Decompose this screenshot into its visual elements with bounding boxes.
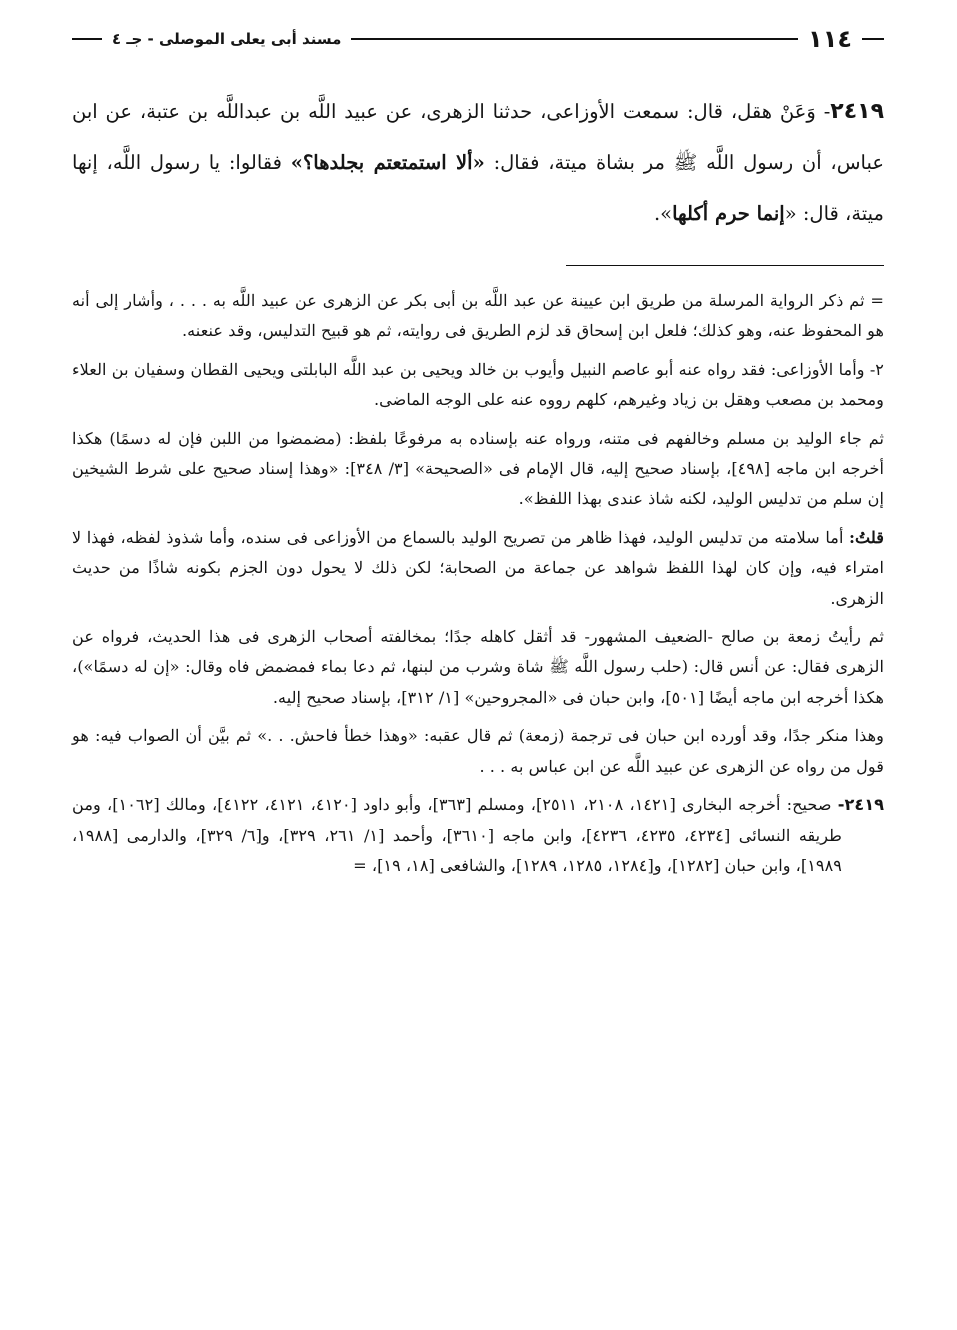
hadith-text-part-2: فقالوا: يا رسول اللَّه، إنها ميتة، قال: « (72, 151, 884, 225)
footnote-paragraph-7 (72, 790, 884, 881)
hadith-text-part-3: ». (653, 202, 673, 225)
page-header (72, 18, 884, 60)
footnotes (72, 286, 884, 881)
page (72, 18, 884, 889)
footnote-paragraph-5: ثم رأيتُ زمعة بن صالح -الضعيف المشهور- قد أثقل كاهله جدًا؛ بمخالفته أصحاب الزهرى فى هذا الحديث، فرواه عن الزهرى فقال: عن أنس قال: (حلب رسول اللَّه ﷺ شاة وشرب من لبنها، ثم دعا بماء فمضمض فاه وقال: «إن له دسمًا»)، هكذا أخرجه ابن ماجه أيضًا [٥٠١]، وابن حبان فى «المجروحين» [١/ ٣١٢]، بإسناد صحيح إليه. (72, 627, 884, 707)
header-rule-right (862, 38, 884, 40)
prophet-quote-2: إنما حرم أكلها (672, 202, 785, 225)
hadith-text-part-1: - وَعَنْ هقل، قال: سمعت الأوزاعى، حدثنا الزهرى، عن عبيد اللَّه بن عبداللَّه بن عتبة، عن ابن عباس، أن رسول اللَّه ﷺ مر بشاة ميتة، فقال: (72, 100, 884, 174)
hadith-number: ٢٤١٩ (830, 99, 884, 124)
footnote-paragraph-7-body: صحيح: أخرجه البخارى [١٤٢١، ٢١٠٨، ٢٥١١]، ومسلم [٣٦٣]، وأبو داود [٤١٢٠، ٤١٢١، ٤١٢٢]، ومالك [١٠٦٢]، ومن طريقه النسائى [٤٢٣٤، ٤٢٣٥، ٤٢٣٦]، وابن ماجه [٣٦١٠]، وأحمد [١/ ٢٦١، ٣٢٩]، و[٦/ ٣٢٩]، والدارمى [١٩٨٨، ١٩٨٩]، وابن حبان [١٢٨٢]، و[١٢٨٤، ١٢٨٥، ١٢٨٩]، والشافعى [١٨، ١٩]، = (72, 795, 843, 875)
footnote-paragraph-4 (72, 523, 884, 614)
page-number: ١١٤ (808, 25, 852, 53)
hadith-text (72, 86, 884, 239)
header-rule-middle (351, 38, 798, 40)
prophet-quote-1: «ألا استمتعتم بجلدها؟» (290, 151, 485, 174)
header-rule-left (72, 38, 102, 40)
footnote-hadith-number: ٢٤١٩- (837, 795, 885, 815)
footnote-paragraph-6: وهذا منكر جدًا، وقد أورده ابن حبان فى ترجمة (زمعة) ثم قال عقبه: «وهذا خطأ فاحش. . .» ثم بيَّن أن الصواب فيه: هو قول من رواه عن الزهرى عن عبيد اللَّه عن ابن عباس به . . . (72, 726, 884, 776)
footnote-paragraph-3: ثم جاء الوليد بن مسلم وخالفهم فى متنه، ورواه عنه بإسناده به مرفوعًا بلفظ: (مضمضوا من اللبن فإن له دسمًا) هكذا أخرجه ابن ماجه [٤٩٨]، بإسناد صحيح إليه، قال الإمام فى «الصحيحة» [٣/ ٣٤٨]: «وهذا إسناد صحيح على شرط الشيخين إن سلم من تدليس الوليد، لكنه شاذ عندى بهذا اللفظ». (72, 428, 884, 509)
footnote-separator (566, 265, 884, 266)
footnote-paragraph-1: = ثم ذكر الرواية المرسلة من طريق ابن عيينة عن عبد اللَّه بن أبى بكر عن الزهرى عن عبيد اللَّه به . . . ، وأشار إلى أنه هو المحفوظ عنه، وهو كذلك؛ فلعل ابن إسحاق قد لزم الطريق فى روايته، ثم هو قبيح التدليس، وقد عنعنه. (72, 291, 884, 341)
footnote-paragraph-2: ٢- وأما الأوزاعى: فقد رواه عنه أبو عاصم النبيل وأيوب بن خالد ويحيى بن عبد اللَّه البابلتى ويحيى القطان وسفيان بن العلاء ومحمد بن مصعب وهقل بن زياد وغيرهم، كلهم رووه عنه على الوجه الماضى. (72, 359, 884, 410)
footnote-paragraph-4-body: أما سلامته من تدليس الوليد، فهذا ظاهر من تصريح الوليد بالسماع من الأوزاعى فى سنده، وأما شذوذ لفظه، فهذا لا امتراء فيه، وإن كان لهذا اللفظ شواهد عن جماعة من الصحابة؛ لكن ذلك لا يحول دون الجزم بكونه شاذًا من حديث الزهرى. (72, 527, 884, 608)
running-title: مسند أبى يعلى الموصلى - جـ ٤ (112, 30, 342, 48)
qultu-lead: قلتُ: (849, 527, 884, 547)
